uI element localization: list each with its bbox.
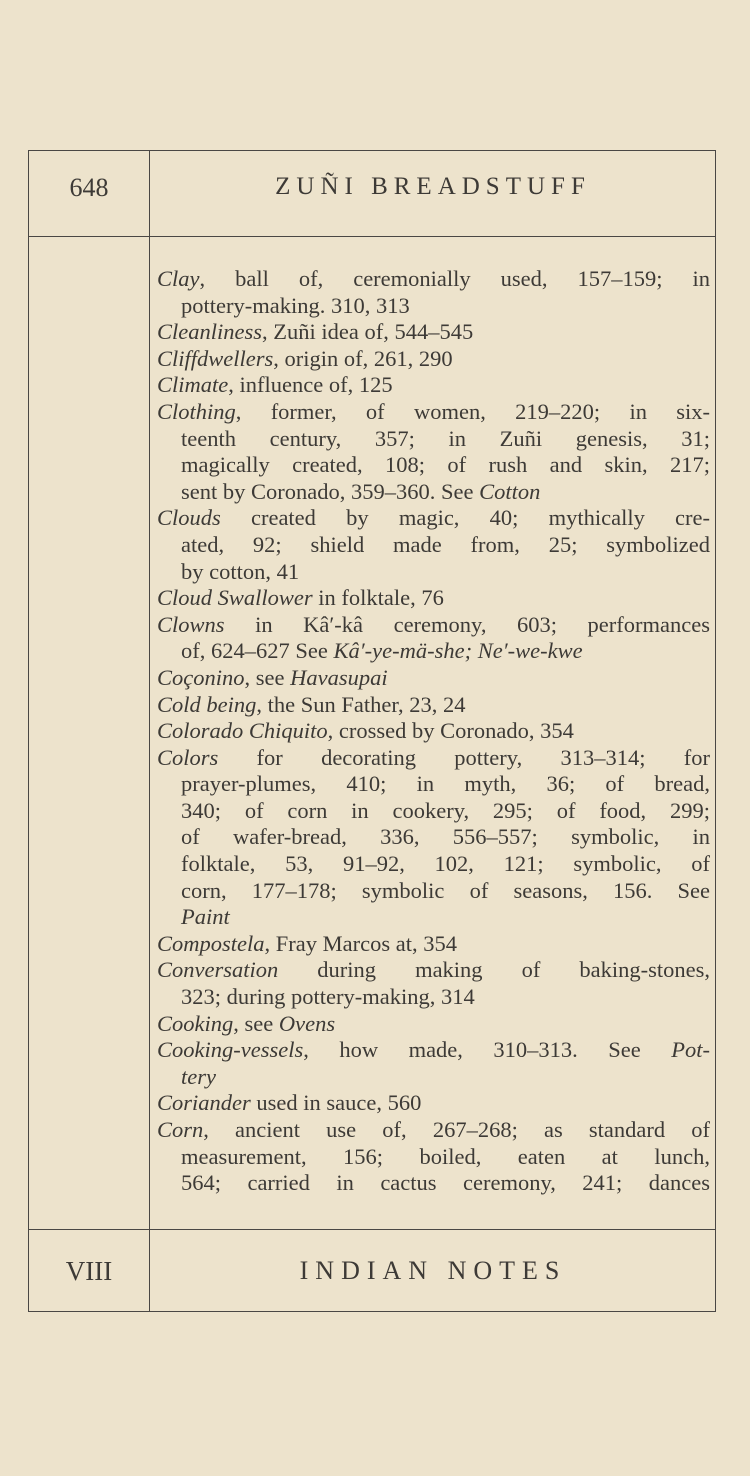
entry-text: created by magic, 40; mythically cre- <box>220 505 710 531</box>
index-entry <box>157 931 710 958</box>
entry-line <box>157 426 710 453</box>
entry-line <box>157 771 710 798</box>
entry-text: pottery-making. 310, 313 <box>181 292 410 318</box>
entry-term: Coçonino <box>157 664 245 690</box>
entry-line <box>157 559 710 586</box>
index-entry <box>157 612 710 665</box>
entry-line <box>157 399 710 426</box>
entry-text: prayer-plumes, 410; in myth, 36; of bread, <box>181 771 710 797</box>
entry-term: Colors <box>157 744 219 770</box>
entry-text: 323; during pottery-making, 314 <box>181 984 475 1010</box>
entry-line <box>157 505 710 532</box>
entry-text: , influence of, 125 <box>228 372 393 398</box>
index-entry <box>157 665 710 692</box>
entry-term: Conversation <box>157 957 279 983</box>
index-entry <box>157 718 710 745</box>
entry-term: Clothing <box>157 398 236 424</box>
entry-text: corn, 177–178; symbolic of seasons, 156. See <box>181 877 710 903</box>
entry-text: measurement, 156; boiled, eaten at lunch, <box>181 1143 710 1169</box>
entry-line <box>157 1011 710 1038</box>
index-entry <box>157 505 710 585</box>
entry-line <box>157 372 710 399</box>
entry-line <box>157 532 710 559</box>
entry-line <box>157 984 710 1011</box>
entry-text: , see <box>244 664 291 690</box>
index-entries <box>157 266 710 1197</box>
entry-term: Cooking-vessels <box>157 1037 304 1063</box>
entry-line <box>157 1090 710 1117</box>
entry-line <box>157 1037 710 1064</box>
page-number: 648 <box>69 173 109 202</box>
index-entry <box>157 1117 710 1197</box>
entry-term: Ovens <box>278 1010 336 1036</box>
index-entry <box>157 346 710 373</box>
entry-term: tery <box>181 1063 216 1089</box>
entry-text: of, 624–627 See <box>181 638 334 664</box>
entry-line <box>157 1064 710 1091</box>
entry-line <box>157 665 710 692</box>
entry-line <box>157 798 710 825</box>
running-title: ZUÑI BREADSTUFF <box>275 173 591 200</box>
entry-line <box>157 585 710 612</box>
entry-line <box>157 1170 710 1197</box>
entry-line <box>157 266 710 293</box>
entry-term: Clouds <box>157 505 221 531</box>
entry-text: , ball of, ceremonially used, 157–159; in <box>199 266 710 291</box>
entry-text: magically created, 108; of rush and skin, 217; <box>181 452 710 478</box>
index-entry <box>157 319 710 346</box>
index-entry <box>157 266 710 319</box>
entry-term: Climate <box>157 372 229 398</box>
entry-line <box>157 878 710 905</box>
entry-line <box>157 851 710 878</box>
entry-line <box>157 957 710 984</box>
entry-text: , ancient use of, 267–268; as standard of <box>203 1117 710 1142</box>
entry-line <box>157 452 710 479</box>
entry-line <box>157 479 710 506</box>
index-entry <box>157 957 710 1010</box>
entry-text: in Kâ′-kâ ceremony, 603; performances <box>224 611 710 637</box>
entry-line <box>157 1117 710 1144</box>
entry-text: , see <box>233 1010 279 1036</box>
entry-text: , crossed by Coronado, 354 <box>327 718 574 744</box>
entry-text: in folktale, 76 <box>312 585 444 611</box>
entry-text: , Fray Marcos at, 354 <box>264 930 457 956</box>
volume-number: VIII <box>65 1256 113 1286</box>
column-rule <box>149 151 150 1311</box>
entry-text: , origin of, 261, 290 <box>273 345 453 371</box>
index-entry <box>157 745 710 931</box>
entry-line <box>157 346 710 373</box>
index-entry <box>157 1011 710 1038</box>
entry-line <box>157 1144 710 1171</box>
index-entry <box>157 372 710 399</box>
entry-text: sent by Coronado, 359–360. See <box>181 478 480 504</box>
entry-text: ated, 92; shield made from, 25; symbolized <box>181 531 710 557</box>
entry-text: , former, of women, 219–220; in six- <box>235 398 710 424</box>
entry-text: of wafer-bread, 336, 556–557; symbolic, in <box>181 824 710 850</box>
entry-text: folktale, 53, 91–92, 102, 121; symbolic, of <box>181 851 710 877</box>
entry-term: Kâ′-ye-mä-she; Ne′-we-kwe <box>333 638 583 664</box>
index-entry <box>157 1090 710 1117</box>
entry-text: by cotton, 41 <box>181 558 300 584</box>
entry-term: Havasupai <box>290 664 388 690</box>
index-entry <box>157 585 710 612</box>
entry-text: during making of baking-stones, <box>278 957 710 983</box>
entry-term: Cotton <box>479 478 541 504</box>
entry-text: 564; carried in cactus ceremony, 241; dances <box>181 1170 710 1196</box>
entry-line <box>157 319 710 346</box>
entry-term: Cold being <box>157 691 257 717</box>
entry-term: Compostela <box>157 930 265 956</box>
entry-line <box>157 692 710 719</box>
entry-term: Coriander <box>157 1090 251 1116</box>
entry-text: , how made, 310–313. See <box>303 1037 672 1063</box>
entry-text: , Zuñi idea of, 544–545 <box>262 319 474 345</box>
entry-term: Paint <box>181 904 230 930</box>
series-title: INDIAN NOTES <box>299 1256 567 1285</box>
entry-term: Clay <box>157 266 200 291</box>
entry-text: for decorating pottery, 313–314; for <box>218 744 710 770</box>
entry-line <box>157 293 710 320</box>
entry-text: 340; of corn in cookery, 295; of food, 299; <box>181 797 710 823</box>
header-rule <box>29 236 715 237</box>
entry-term: Corn <box>157 1117 204 1142</box>
entry-term: Colorado Chiquito <box>157 718 328 744</box>
entry-term: Cleanliness <box>157 319 262 345</box>
entry-line <box>157 718 710 745</box>
entry-text: , the Sun Father, 23, 24 <box>256 691 466 717</box>
entry-line <box>157 638 710 665</box>
entry-line <box>157 931 710 958</box>
entry-line <box>157 824 710 851</box>
entry-line <box>157 612 710 639</box>
entry-line <box>157 745 710 772</box>
entry-term: Cliffdwellers <box>157 345 274 371</box>
entry-text: used in sauce, 560 <box>250 1090 422 1116</box>
entry-term: Cloud Swallower <box>157 585 313 611</box>
footer-rule <box>29 1229 715 1230</box>
entry-line <box>157 904 710 931</box>
entry-term: Clowns <box>157 611 225 637</box>
index-entry <box>157 1037 710 1090</box>
index-entry <box>157 399 710 505</box>
index-entry <box>157 692 710 719</box>
entry-text: teenth century, 357; in Zuñi genesis, 31; <box>181 425 710 451</box>
entry-term: Cooking <box>157 1010 234 1036</box>
entry-term: Pot- <box>671 1037 710 1063</box>
